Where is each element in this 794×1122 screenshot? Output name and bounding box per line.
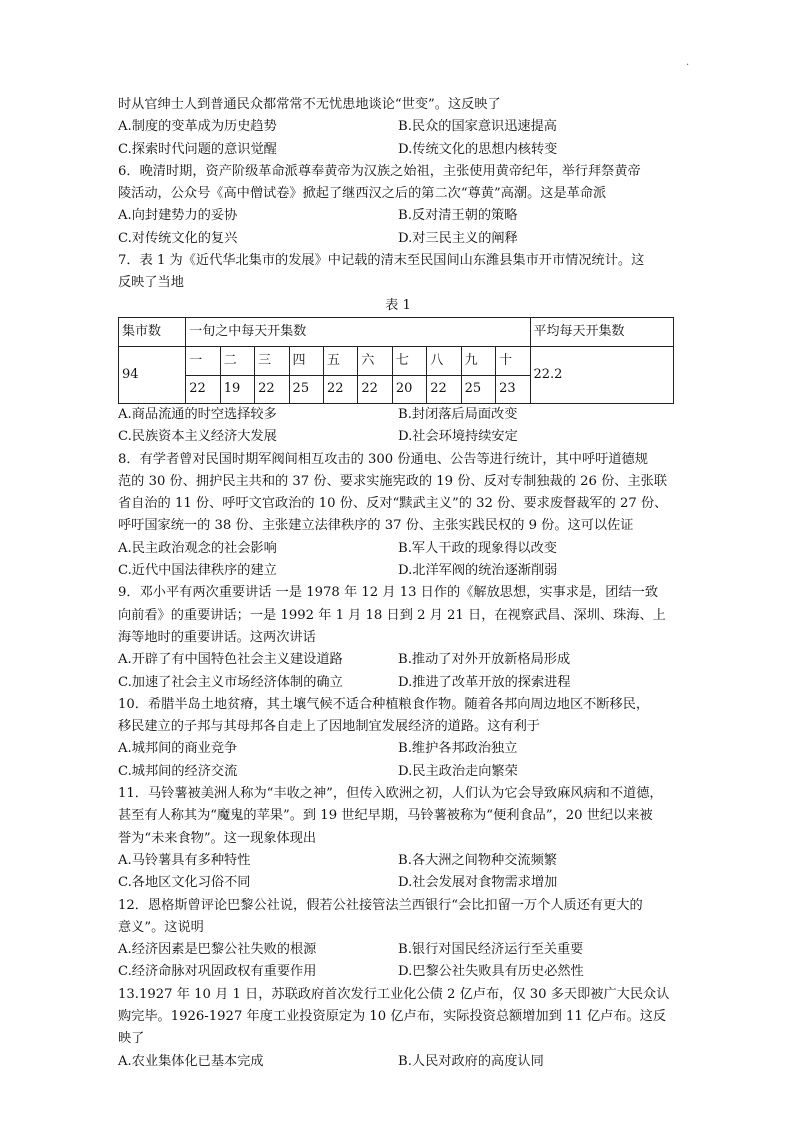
count-day-8: 22 [427, 375, 461, 403]
q6-option-a: A.向封建势力的妥协 [118, 208, 238, 224]
q13-option-b: B.人民对政府的高度认同 [398, 1053, 544, 1069]
q12-option-a: A.经济因素是巴黎公社失败的根源 [118, 942, 317, 958]
q9-option-c: C.加速了社会主义市场经济体制的确立 [118, 674, 343, 690]
q6-stem-line-2: 陵活动，公众号《高中僧试卷》掀起了继西汉之后的第二次“尊黄”高潮。这是革命派 [118, 186, 607, 202]
q11-option-d: D.社会发展对食物需求增加 [398, 875, 558, 891]
q13-option-a: A.农业集体化已基本完成 [118, 1053, 264, 1069]
q6-options [118, 205, 678, 250]
q9-stem-line-3: 海等地时的重要讲话。这两次讲话 [118, 629, 316, 645]
q5-option-b: B.民众的国家意识迅速提高 [398, 119, 557, 135]
q8-options [118, 538, 678, 583]
q5-option-d: D.传统文化的思想内核转变 [398, 141, 558, 157]
corner-mark: · [686, 60, 690, 71]
q5-stem-tail: 时从官绅士人到普通民众都常常不无忧患地谈论“世变”。这反映了 [118, 97, 501, 112]
q11-options [118, 850, 678, 895]
q9-stem-line-1: 9．邓小平有两次重要讲话 一是 1978 年 12 月 13 日作的《解放思想，实事求是，团结一致 [118, 585, 659, 601]
day-3: 三 [255, 346, 289, 375]
q7-option-c: C.民族资本主义经济大发展 [118, 429, 277, 445]
day-2: 二 [220, 346, 254, 375]
header-daily-markets: 一旬之中每天开集数 [186, 317, 530, 346]
q12-stem-line-2: 意义”。这说明 [118, 919, 204, 935]
count-day-10: 23 [496, 375, 530, 403]
q11-option-b: B.各大洲之间物种交流频繁 [398, 852, 557, 868]
day-7: 七 [392, 346, 426, 375]
day-5: 五 [323, 346, 357, 375]
q6-option-d: D.对三民主义的阐释 [398, 230, 518, 246]
q7-options [118, 404, 678, 449]
count-day-5: 22 [323, 375, 357, 403]
q7-stem-line-1: 7．表 1 为《近代华北集市的发展》中记载的清末至民国间山东潍县集市开市情况统计。这 [118, 253, 645, 269]
q8-stem-line-1: 8．有学者曾对民国时期军阀间相互攻击的 300 份通电、公告等进行统计，其中呼吁道德规 [118, 451, 648, 467]
q13-stem-line-2: 购完毕。1926-1927 年度工业投资原定为 10 亿卢布，实际投资总额增加到 11 亿卢布。这反 [118, 1008, 667, 1024]
cell-market-count: 94 [119, 346, 186, 403]
q8-option-a: A.民主政治观念的社会影响 [118, 540, 277, 556]
q7-option-d: D.社会环境持续安定 [398, 429, 518, 445]
q13-stem-line-3: 映了 [118, 1031, 145, 1047]
count-day-2: 19 [220, 375, 254, 403]
count-day-3: 22 [255, 375, 289, 403]
count-day-4: 25 [289, 375, 323, 403]
q10-options [118, 738, 678, 783]
q7-option-a: A.商品流通的时空选择较多 [118, 406, 277, 422]
q8-option-d: D.北洋军阀的统治逐渐削弱 [398, 563, 558, 579]
q13-options [118, 1051, 678, 1073]
q11-option-c: C.各地区文化习俗不同 [118, 875, 251, 891]
q5-options [118, 116, 678, 161]
q6-stem-line-1: 6．晚清时期，资产阶级革命派尊奉黄帝为汉族之始祖，主张使用黄帝纪年，举行拜祭黄帝 [118, 163, 641, 179]
q6-option-c: C.对传统文化的复兴 [118, 230, 238, 246]
question-content [118, 94, 678, 1073]
q10-option-c: C.城邦间的经济交流 [118, 763, 238, 779]
count-day-1: 22 [186, 375, 220, 403]
header-market-count: 集市数 [119, 317, 186, 346]
q12-option-b: B.银行对国民经济运行至关重要 [398, 942, 584, 958]
q10-stem-line-1: 10．希腊半岛土地贫瘠，其土壤气候不适合种植粮食作物。随着各邦向周边地区不断移民， [118, 696, 650, 712]
day-8: 八 [427, 346, 461, 375]
q5-option-a: A.制度的变革成为历史趋势 [118, 119, 277, 135]
q12-option-d: D.巴黎公社失败具有历史必然性 [398, 964, 584, 980]
q7-stem-line-2: 反映了当地 [118, 275, 184, 291]
q11-stem-line-3: 誉为“未来食物”。这一现象体现出 [118, 830, 317, 846]
q10-option-b: B.维护各邦政治独立 [398, 741, 518, 757]
q12-options [118, 939, 678, 984]
q11-stem-line-1: 11．马铃薯被美洲人称为“丰收之神”，但传入欧洲之初，人们认为它会导致麻风病和不道德， [118, 786, 663, 802]
q10-option-d: D.民主政治走向繁荣 [398, 763, 518, 779]
q11-stem-line-2: 甚至有人称其为“魔鬼的苹果”。到 19 世纪早期，马铃薯被称为“便利食品”，20 世纪以来被 [118, 808, 653, 824]
market-table [118, 317, 674, 404]
q11-option-a: A.马铃薯具有多种特性 [118, 852, 251, 868]
day-4: 四 [289, 346, 323, 375]
count-day-7: 20 [392, 375, 426, 403]
q9-options [118, 649, 678, 694]
q8-stem-line-4: 呼吁国家统一的 38 份、主张建立法律秩序的 37 份、主张实践民权的 9 份。这可以佐证 [118, 518, 634, 534]
q9-stem-line-2: 向前看》的重要讲话；一是 1992 年 1 月 18 日到 2 月 21 日，在视察武昌、深圳、珠海、上 [118, 607, 666, 623]
count-day-6: 22 [358, 375, 392, 403]
q9-option-b: B.推动了对外开放新格局形成 [398, 652, 571, 668]
q9-option-d: D.推进了改革开放的探索进程 [398, 674, 571, 690]
day-9: 九 [461, 346, 495, 375]
table-caption: 表 1 [385, 297, 411, 313]
q12-option-c: C.经济命脉对巩固政权有重要作用 [118, 964, 317, 980]
q6-option-b: B.反对清王朝的策略 [398, 208, 518, 224]
header-average: 平均每天开集数 [530, 317, 674, 346]
q8-stem-line-3: 省自治的 11 份、呼吁文官政治的 10 份、反对“黩武主义”的 32 份、要求废督裁军的 27 份、 [118, 496, 668, 512]
q13-stem-line-1: 13.1927 年 10 月 1 日，苏联政府首次发行工业化公债 2 亿卢布，仅 30 多天即被广大民众认 [118, 986, 670, 1002]
q7-option-b: B.封闭落后局面改变 [398, 406, 518, 422]
day-6: 六 [358, 346, 392, 375]
q10-stem-line-2: 移民建立的子邦与其母邦各自走上了因地制宜发展经济的道路。这有利于 [118, 719, 540, 735]
day-10: 十 [496, 346, 530, 375]
q8-option-c: C.近代中国法律秩序的建立 [118, 563, 277, 579]
q8-option-b: B.军人干政的现象得以改变 [398, 540, 557, 556]
q10-option-a: A.城邦间的商业竞争 [118, 741, 238, 757]
q8-stem-line-2: 范的 30 份、拥护民主共和的 37 份、要求实施宪政的 19 份、反对专制独裁的 26 份、主张联 [118, 473, 668, 489]
q12-stem-line-1: 12．恩格斯曾评论巴黎公社说，假若公社接管法兰西银行“会比扣留一万个人质还有更大的 [118, 897, 643, 913]
day-1: 一 [186, 346, 220, 375]
q9-option-a: A.开辟了有中国特色社会主义建设道路 [118, 652, 343, 668]
q5-option-c: C.探索时代问题的意识觉醒 [118, 141, 277, 157]
count-day-9: 25 [461, 375, 495, 403]
cell-average: 22.2 [530, 346, 674, 403]
